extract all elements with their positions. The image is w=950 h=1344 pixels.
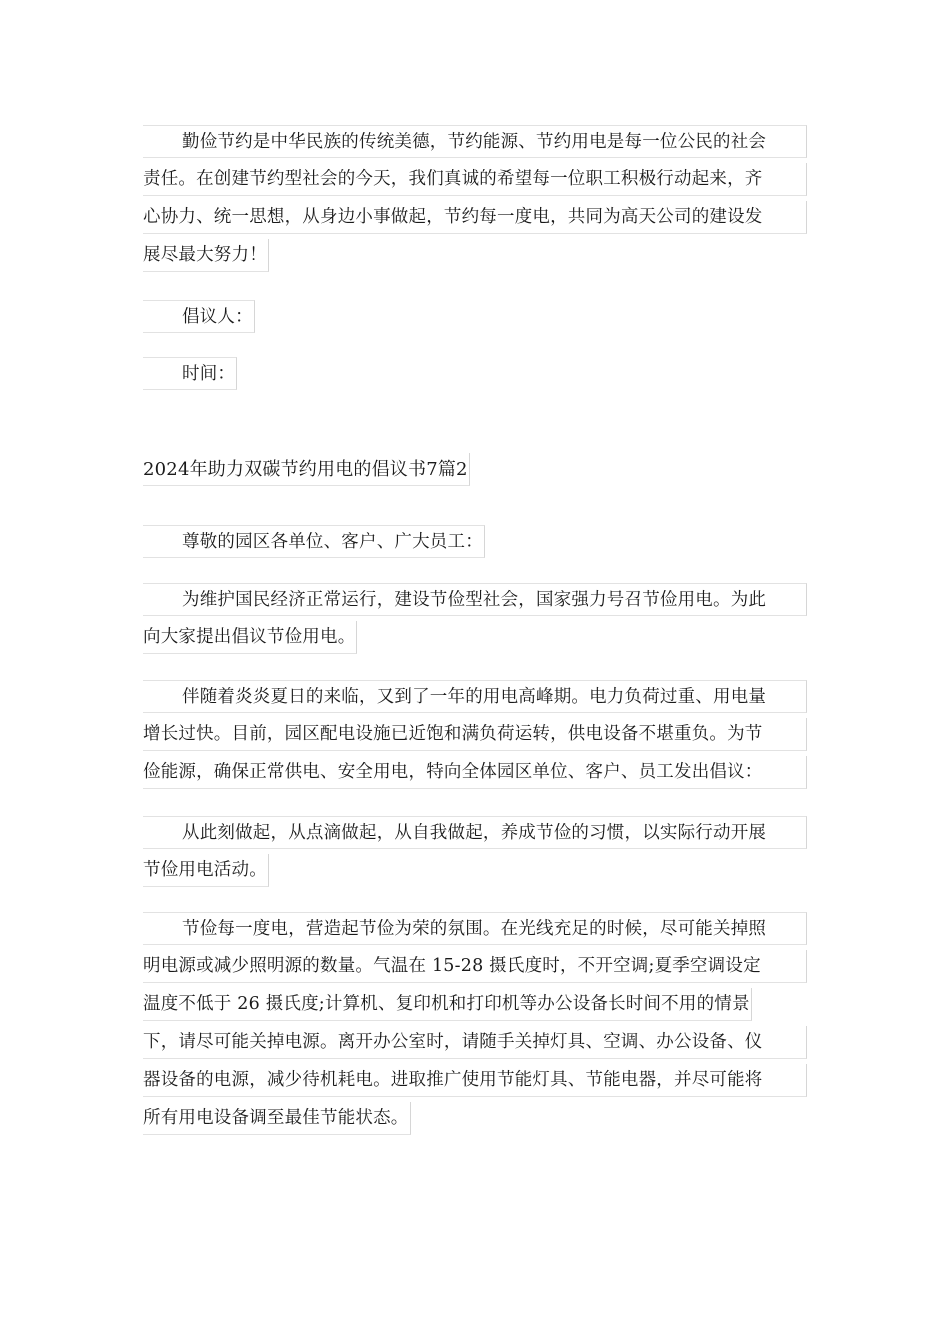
heading-text: 2024年助力双碳节约用电的倡议书7篇2 [143, 453, 470, 486]
text-line: 责任。在创建节约型社会的今天，我们真诚的希望每一位职工积极行动起来，齐 [143, 163, 807, 196]
text-line: 俭能源，确保正常供电、安全用电，特向全体园区单位、客户、员工发出倡议： [143, 756, 807, 789]
text-line: 温度不低于 26 摄氏度;计算机、复印机和打印机等办公设备长时间不用的情景 [143, 988, 752, 1021]
text-line: 所有用电设备调至最佳节能状态。 [143, 1102, 411, 1135]
paragraph-save-every-kwh [143, 912, 807, 1140]
text-line: 节俭用电活动。 [143, 854, 269, 887]
text-line: 明电源或减少照明源的数量。气温在 15-28 摄氏度时，不开空调;夏季空调设定 [143, 950, 807, 983]
text-line: 下，请尽可能关掉电源。离开办公室时，请随手关掉灯具、空调、办公设备、仪 [143, 1026, 807, 1059]
text-line: 向大家提出倡议节俭用电。 [143, 621, 357, 654]
text-line: 节俭每一度电，营造起节俭为荣的氛围。在光线充足的时候，尽可能关掉照 [143, 912, 807, 945]
text-line: 增长过快。目前，园区配电设施已近饱和满负荷运转，供电设备不堪重负。为节 [143, 718, 807, 751]
text-line: 时间： [143, 357, 237, 390]
text-line: 倡议人： [143, 300, 255, 333]
text-line: 勤俭节约是中华民族的传统美德，节约能源、节约用电是每一位公民的社会 [143, 125, 807, 158]
paragraph-closing-appeal [143, 125, 807, 277]
text-line: 展尽最大努力！ [143, 239, 269, 272]
paragraph-introduction [143, 583, 807, 659]
paragraph-start-now [143, 816, 807, 892]
text-line: 心协力、统一思想，从身边小事做起，节约每一度电，共同为高天公司的建设发 [143, 201, 807, 234]
text-line: 从此刻做起，从点滴做起，从自我做起，养成节俭的习惯，以实际行动开展 [143, 816, 807, 849]
text-line: 为维护国民经济正常运行，建设节俭型社会，国家强力号召节俭用电。为此 [143, 583, 807, 616]
initiator-line [143, 300, 255, 338]
text-line: 伴随着炎炎夏日的来临，又到了一年的用电高峰期。电力负荷过重、用电量 [143, 680, 807, 713]
text-line: 器设备的电源，减少待机耗电。进取推广使用节能灯具、节能电器，并尽可能将 [143, 1064, 807, 1097]
section-heading [143, 453, 470, 491]
salutation [143, 525, 485, 563]
paragraph-summer-peak [143, 680, 807, 794]
text-line: 尊敬的园区各单位、客户、广大员工： [143, 525, 485, 558]
time-line [143, 357, 237, 395]
